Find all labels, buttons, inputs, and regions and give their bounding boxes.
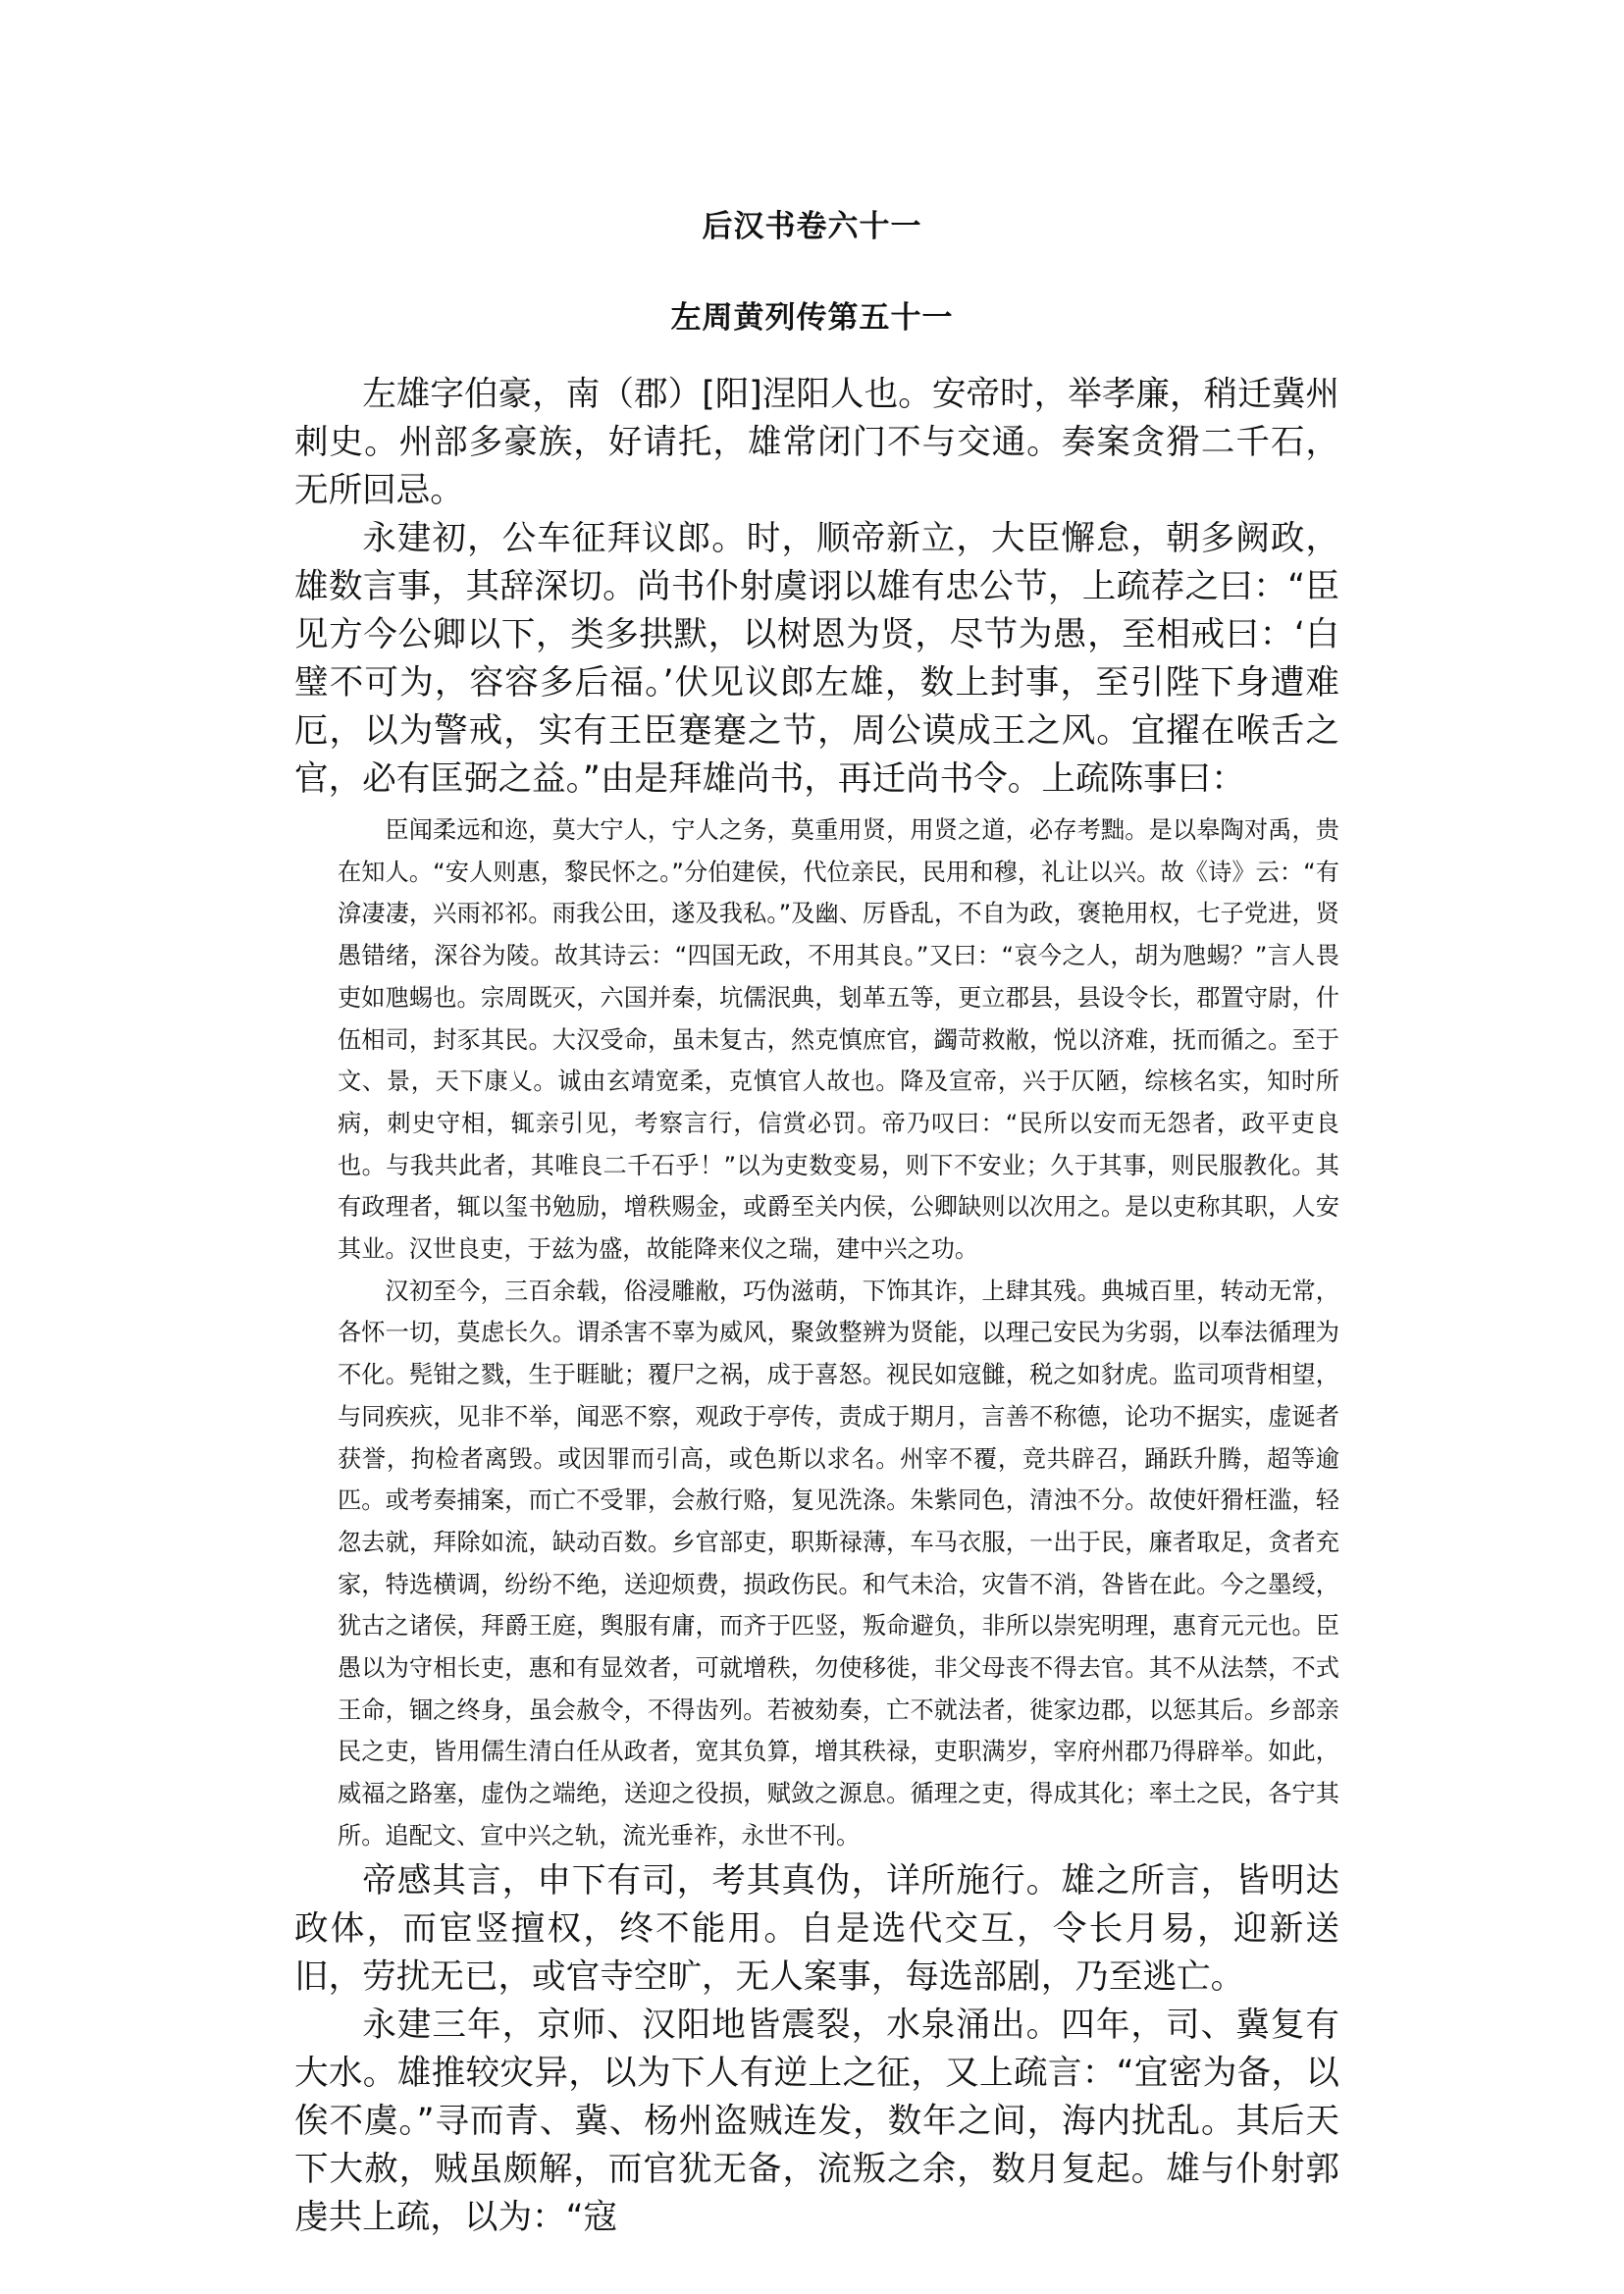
paragraph: 永建三年，京师、汉阳地皆震裂，水泉涌出。四年，司、冀复有大水。雄推较灾异，以为下人有逆上之征，又上疏言：“宜密为备，以俟不虞。”寻而青、冀、杨州盗贼连发，数年之间，海内扰乱。其后天下大赦，贼虽颇解，而官犹无备，流叛之余，数月复起。雄与仆射郭虔共上疏，以为：“寇 [294,2005,1339,2237]
paragraph: 永建初，公车征拜议郎。时，顺帝新立，大臣懈怠，朝多阙政，雄数言事，其辞深切。尚书仆射虞诩以雄有忠公节，上疏荐之曰：“臣见方今公卿以下，类多拱默，以树恩为贤，尽节为愚，至相戒曰：‘白璧不可为，容容多后福。’伏见议郎左雄，数上封事，至引陛下身遭难厄，以为警戒，实有王臣蹇蹇之节，周公谟成王之风。宜擢在喉舌之官，必有匡弼之益。”由是拜雄尚书，再迁尚书令。上疏陈事曰： [294,519,1339,799]
book-title: 后汉书卷六十一 [702,209,922,244]
memorial-paragraph: 汉初至今，三百余载，俗浸雕敝，巧伪滋萌，下饰其诈，上肆其残。典城百里，转动无常，各怀一切，莫虑长久。谓杀害不辜为威风，聚敛整辨为贤能，以理己安民为劣弱，以奉法循理为不化。髡钳之戮，生于睚眦；覆尸之祸，成于喜怒。视民如寇雠，税之如豺虎。监司项背相望，与同疾疢，见非不举，闻恶不察，观政于亭传，责成于期月，言善不称德，论功不据实，虚诞者获誉，拘检者离毁。或因罪而引高，或色斯以求名。州宰不覆，竞共辟召，踊跃升腾，超等逾匹。或考奏捕案，而亡不受罪，会赦行赂，复见洗涤。朱紫同色，清浊不分。故使奸猾枉滥，轻忽去就，拜除如流，缺动百数。乡官部吏，职斯禄薄，车马衣服，一出于民，廉者取足，贪者充家，特选横调，纷纷不绝，送迎烦费，损政伤民。和气未洽，灾眚不消，咎皆在此。今之墨绶，犹古之诸侯，拜爵王庭，舆服有庸，而齐于匹竖，叛命避负，非所以崇宪明理，惠育元元也。臣愚以为守相长吏，惠和有显效者，可就增秩，勿使移徙，非父母丧不得去官。其不从法禁，不式王命，锢之终身，虽会赦令，不得齿列。若被劾奏，亡不就法者，徙家边郡，以惩其后。乡部亲民之吏，皆用儒生清白任从政者，宽其负算，增其秩禄，吏职满岁，宰府州郡乃得辟举。如此，威福之路塞，虚伪之端绝，送迎之役损，赋敛之源息。循理之吏，得成其化；率土之民，各宁其所。追配文、宣中兴之轨，流光垂祚，永世不刊。 [338,1277,1339,1850]
chapter-title: 左周黄列传第五十一 [670,300,954,336]
memorial-paragraph: 臣闻柔远和迩，莫大宁人，宁人之务，莫重用贤，用贤之道，必存考黜。是以皋陶对禹，贵在知人。“安人则惠，黎民怀之。”分伯建侯，代位亲民，民用和穆，礼让以兴。故《诗》云：“有渰凄凄，兴雨祁祁。雨我公田，遂及我私。”及幽、厉昏乱，不自为政，褒艳用权，七子党进，贤愚错绪，深谷为陵。故其诗云：“四国无政，不用其良。”又曰：“哀今之人，胡为虺蜴？”言人畏吏如虺蜴也。宗周既灭，六国并秦，坑儒泯典，刬革五等，更立郡县，县设令长，郡置守尉，什伍相司，封豕其民。大汉受命，虽未复古，然克慎庶官，蠲苛救敝，悦以济难，抚而循之。至于文、景，天下康乂。诚由玄靖宽柔，克慎官人故也。降及宣帝，兴于仄陋，综核名实，知时所病，刺史守相，辄亲引见，考察言行，信赏必罚。帝乃叹曰：“民所以安而无怨者，政平吏良也。与我共此者，其唯良二千石乎！”以为吏数变易，则下不安业；久于其事，则民服教化。其有政理者，辄以玺书勉励，增秩赐金，或爵至关内侯，公卿缺则以次用之。是以吏称其职，人安其业。汉世良吏，于兹为盛，故能降来仪之瑞，建中兴之功。 [338,816,1339,1264]
body-text [294,371,1339,2242]
memorial-quote [294,809,1339,1857]
paragraph: 帝感其言，申下有司，考其真伪，详所施行。雄之所言，皆明达政体，而宦竖擅权，终不能用。自是选代交互，令长月易，迎新送旧，劳扰无已，或官寺空旷，无人案事，每选部剧，乃至逃亡。 [294,1860,1339,1997]
paragraph: 左雄字伯豪，南（郡）[阳]涅阳人也。安帝时，举孝廉，稍迁冀州刺史。州部多豪族，好请托，雄常闭门不与交通。奏案贪猾二千石，无所回忌。 [294,375,1339,510]
